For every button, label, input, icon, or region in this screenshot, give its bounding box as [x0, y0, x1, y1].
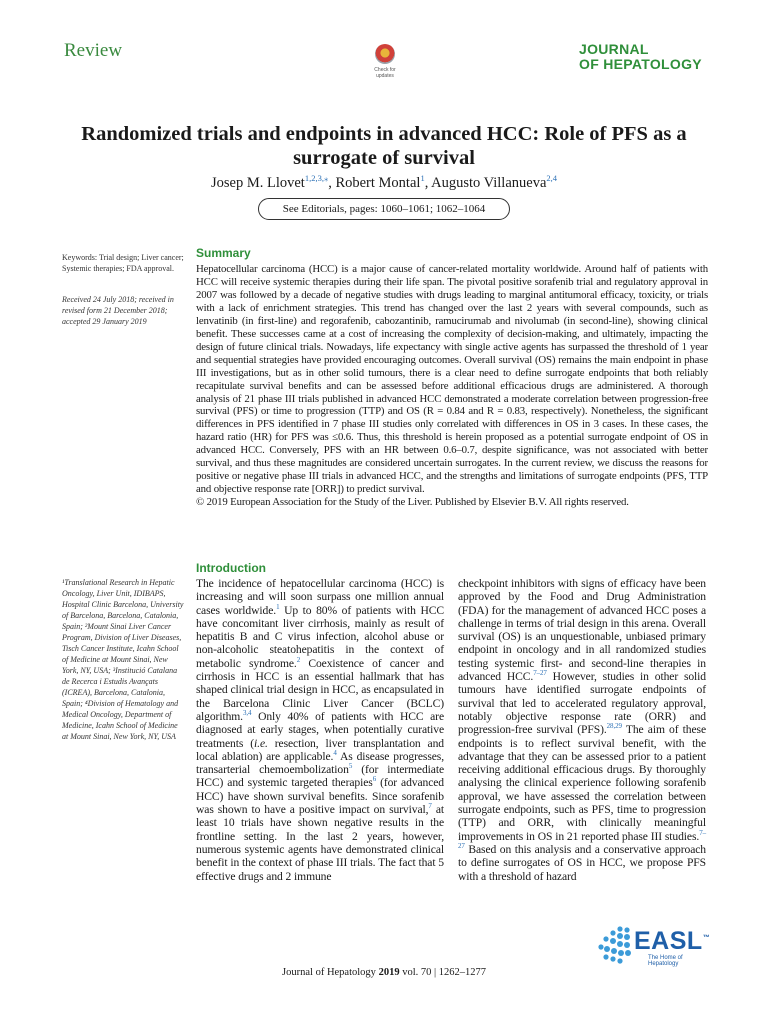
- body-text: checkpoint inhibitors with signs of efficacy have been approved by the Food and Drug Administration (FDA) for the management of advanced HCC poses a challenge in terms of trial design in this arena. Overall survival (OS) is an unquestionable, unbiased primary endpoint in oncology and in all randomized studies testing systemic first- and second-line therapies in advanced HCC.: [458, 577, 706, 684]
- body-text: (for intermediate HCC) and systemic targeted therapies: [196, 763, 444, 790]
- introduction-column-1: [196, 577, 444, 883]
- body-text: The aim of these endpoints is to reflect survival benefit, with the advantage that they can be assessed prior to a patient receiving additional efficacious drugs. By thoroughly analysing the clinical experience following sorafenib approval, we have assessed the correlation between surrogate endpoints, such as PFS, time to progression (TTP) and ORR, with clinically meaningful improvements in OS in 21 reported phase III studies.: [458, 723, 706, 843]
- author-name: Augusto Villanueva: [431, 174, 547, 191]
- citation-ref[interactable]: 3,4: [242, 709, 252, 718]
- journal-logo: [579, 42, 702, 72]
- body-text: (for advanced HCC) have shown survival benefits. Since sorafenib was shown to have a positive impact on survival,: [196, 776, 444, 817]
- citation-ref[interactable]: 4: [333, 749, 337, 757]
- check-for-updates-badge[interactable]: [366, 44, 404, 86]
- citation-ref[interactable]: 28,29: [606, 722, 622, 731]
- introduction-column-2: [458, 577, 706, 883]
- author-separator: ,: [328, 174, 336, 191]
- footer-journal: Journal of Hepatology: [282, 967, 376, 978]
- easl-wordmark: EASL™: [634, 927, 711, 955]
- italic-text: i.e.: [254, 736, 268, 750]
- summary-text: [196, 263, 708, 509]
- author-name: Robert Montal: [335, 174, 421, 191]
- body-text: Only 40% of patients with HCC are diagnosed at early stages, when potentially curative treatments (: [196, 709, 444, 750]
- author-separator: ,: [424, 174, 432, 191]
- author-affiliation-ref[interactable]: 1: [420, 173, 425, 183]
- citation-ref[interactable]: 6: [372, 775, 377, 784]
- affiliations: ¹Translational Research in Hepatic Oncology, Liver Unit, IDIBAPS, Hospital Clinic Barcelona, University of Barcelona, Barcelona, Catalonia, Spain; ²Mount Sinai Liver Cancer Program, Division of Liver Diseases, Tisch Cancer Institute, Icahn School of Medicine at Mount Sinai, New York, NY, USA; ³Institució Catalana de Recerca i Estudis Avançats (ICREA), Barcelona, Catalonia, Spain; ⁴Division of Hematology and Medical Oncology, Department of Medicine, Icahn School of Medicine at Mount Sinai, New York, NY, USA: [62, 578, 184, 741]
- citation-ref[interactable]: 7: [428, 802, 432, 811]
- body-text: at least 10 trials have shown negative results in the frontline setting. In the last 2 years, however, numerous systemic agents have demonstrated clinical benefit in the context of phase III trials. The fact that 5 effective drugs and 2 immune: [196, 803, 444, 883]
- introduction-heading: Introduction: [196, 561, 266, 575]
- author-affiliation-ref[interactable]: 2,4: [546, 173, 558, 183]
- author-affiliation-ref[interactable]: 1,2,3,⁎: [304, 173, 329, 183]
- body-text: Coexistence of cancer and cirrhosis in HCC is an essential hallmark that has shaped clinical trial design in HCC, as encapsulated in the Barcelona Clinic Liver Cancer (BCLC) algorithm.: [196, 656, 444, 723]
- body-text: However, studies in other solid tumours have identified surrogate endpoints of survival that led to accelerated regulatory approval, notably objective response rate (ORR) and progression-free survival (PFS).: [458, 670, 706, 737]
- author-list: [60, 173, 708, 192]
- easl-logo: [596, 925, 711, 975]
- summary-heading: Summary: [196, 246, 251, 260]
- body-text: Up to 80% of patients with HCC have concomitant liver cirrhosis, mainly as result of hepatitis B and C virus infection, alcohol abuse or non-alcoholic steatohepatitis in the context of metabolic syndrome.: [196, 603, 444, 670]
- check-for-updates-icon: [375, 44, 395, 64]
- received-dates: Received 24 July 2018; received in revised form 21 December 2018; accepted 29 January 2019: [62, 295, 174, 326]
- keywords: Keywords: Trial design; Liver cancer; Systemic therapies; FDA approval.: [62, 253, 184, 273]
- citation-ref[interactable]: 5: [348, 762, 353, 771]
- body-text: As disease progresses, transarterial chemoembolization: [196, 749, 444, 777]
- author-name: Josep M. Llovet: [210, 174, 305, 191]
- citation-ref[interactable]: 1: [276, 602, 280, 611]
- body-text: resection, liver transplantation and local ablation) are applicable.: [196, 736, 444, 763]
- editorial-note-box[interactable]: See Editorials, pages: 1060–1061; 1062–1064: [258, 198, 510, 220]
- section-label: Review: [64, 40, 123, 61]
- citation-ref[interactable]: 7–27: [533, 669, 547, 678]
- copyright-line: © 2019 European Association for the Study of the Liver. Published by Elsevier B.V. All rights reserved.: [196, 496, 629, 509]
- article-title: Randomized trials and endpoints in advanced HCC: Role of PFS as a surrogate of survival: [81, 123, 687, 169]
- journal-name-line1: JOURNAL: [579, 41, 649, 57]
- citation-ref[interactable]: 2: [296, 655, 301, 664]
- badge-caption: Check for updates: [374, 67, 396, 79]
- easl-tagline: The Home of Hepatology: [648, 955, 683, 967]
- journal-name-line2: OF HEPATOLOGY: [579, 56, 702, 72]
- citation-ref[interactable]: 7–27: [458, 828, 706, 851]
- summary-body: Hepatocellular carcinoma (HCC) is a major cause of cancer-related mortality worldwide. Around half of patients with HCC will receive systemic therapies during their life span. The pivotal positive sorafenib trial and regulatory approval in 2007 was followed by a decade of negative studies with drugs leading to marginal antitumoral efficacy, toxicity, or trials with a lack of enrichment strategies. This trend has changed over the last 2 years with several compounds, such as lenvatinib (in first-line) and regorafenib, cabozantinib, ramucirumab and nivolumab (in second-line), showing clinical benefit. These successes came at a cost of increasing the complexity of decision-making, and ultimately, impacting the design of future clinical trials. Nowadays, life expectancy with single active agents has surpassed the threshold of 1 year and sequential strategies have provided encouraging outcomes. Overall survival (OS) remains the main endpoint in phase III investigations, but as in other solid tumours, there is a clear need to define surrogate endpoints that both reliably recapitulate survival benefits and can be assessed before additional efficacious drugs are administered. A thorough analysis of 21 phase III trials published in advanced HCC demonstrated a moderate correlation between progression-free survival (PFS) or time to progression (TTP) and OS (R = 0.84 and R = 0.83, respectively). Nonetheless, the significant differences in PFS identified in 7 phase III studies only correlated with differences in OS in 3 cases. In these cases, the hazard ratio (HR) for PFS was ≤0.6. Thus, this threshold is herein proposed as a potential surrogate endpoint of OS in advanced HCC. Conversely, PFS with an HR between 0.6–0.7, despite significance, was not associated with better survival, and thus these magnitudes are considered uncertain surrogates. In the current review, we discuss the reasons for positive or negative phase III trials in advanced HCC, and the strengths and limitations of surrogate endpoints (PFS, TTP and objective response rate [ORR]) to predict survival.: [196, 263, 708, 496]
- body-text: The incidence of hepatocellular carcinoma (HCC) is increasing and will soon surpass one million annual cases worldwide.: [196, 577, 444, 617]
- easl-dots-icon: [596, 925, 636, 967]
- page-footer: [200, 967, 568, 978]
- body-text: Based on this analysis and a conservative approach to define surrogates of OS in HCC, we propose PFS with a threshold of hazard: [458, 842, 706, 883]
- footer-volume-pages: vol. 70 | 1262–1277: [402, 967, 486, 978]
- footer-year: 2019: [378, 967, 400, 978]
